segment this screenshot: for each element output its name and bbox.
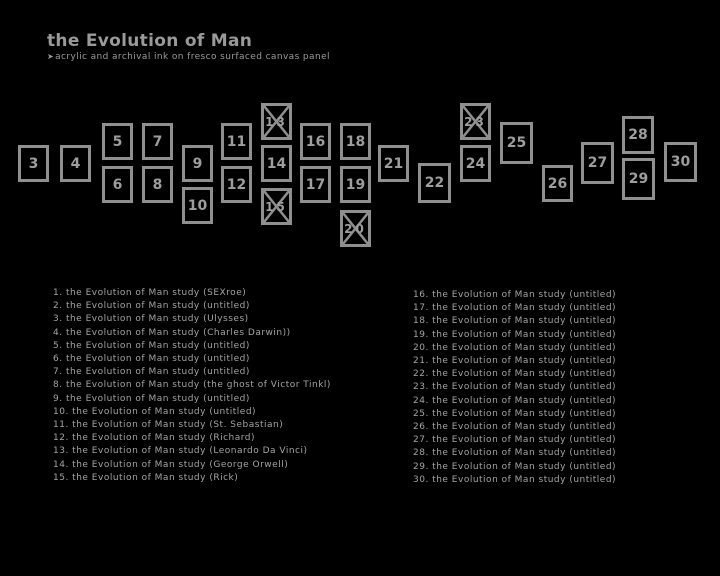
panel-number: 28 bbox=[628, 127, 648, 143]
panel-17[interactable] bbox=[300, 166, 331, 203]
panel-number: 23 bbox=[464, 114, 487, 129]
list-item: 27. the Evolution of Man study (untitled) bbox=[413, 435, 617, 446]
panel-number: 12 bbox=[226, 176, 247, 193]
panel-11[interactable] bbox=[221, 123, 252, 160]
panel-number: 3 bbox=[28, 155, 39, 172]
list-item: 8. the Evolution of Man study (the ghost of Victor Tinkl) bbox=[53, 380, 331, 391]
panel-29[interactable] bbox=[622, 158, 655, 200]
list-item: 11. the Evolution of Man study (St. Sebastian) bbox=[53, 420, 284, 431]
list-item: 16. the Evolution of Man study (untitled) bbox=[413, 290, 617, 300]
panel-24[interactable] bbox=[460, 145, 491, 182]
list-item: 6. the Evolution of Man study (untitled) bbox=[53, 354, 250, 365]
list-item: 2. the Evolution of Man study (untitled) bbox=[53, 301, 250, 312]
panel-25[interactable] bbox=[500, 122, 533, 164]
list-item: 21. the Evolution of Man study (untitled) bbox=[413, 356, 617, 367]
panel-number: 5 bbox=[112, 133, 123, 150]
panel-28[interactable] bbox=[622, 116, 654, 154]
panel-14[interactable] bbox=[261, 145, 292, 182]
panel-number: 6 bbox=[112, 176, 123, 193]
panel-9[interactable] bbox=[182, 145, 213, 182]
panel-15[interactable] bbox=[261, 188, 292, 225]
panel-number: 22 bbox=[424, 175, 445, 191]
list-item: 4. the Evolution of Man study (Charles Darwin)) bbox=[53, 327, 291, 338]
list-item: 28. the Evolution of Man study (untitled) bbox=[413, 448, 617, 459]
study-list-right bbox=[413, 289, 616, 487]
panel-number: 24 bbox=[465, 155, 486, 172]
panel-number: 16 bbox=[305, 133, 326, 150]
panel-16[interactable] bbox=[300, 123, 331, 160]
list-item: 23. the Evolution of Man study (untitled) bbox=[413, 382, 617, 393]
panel-number: 11 bbox=[226, 133, 247, 150]
panel-number: 8 bbox=[152, 176, 163, 193]
panel-26[interactable] bbox=[542, 165, 573, 202]
bullet-icon: ➤ bbox=[47, 52, 55, 61]
panel-21[interactable] bbox=[378, 145, 409, 182]
panel-number: 9 bbox=[192, 155, 203, 172]
list-item: 14. the Evolution of Man study (George Orwell) bbox=[53, 459, 289, 470]
panel-22[interactable] bbox=[418, 163, 451, 203]
list-item: 7. the Evolution of Man study (untitled) bbox=[53, 367, 250, 378]
panel-30[interactable] bbox=[664, 142, 697, 182]
panel-4[interactable] bbox=[60, 145, 91, 182]
panel-number: 20 bbox=[344, 221, 367, 236]
panel-3[interactable] bbox=[18, 145, 49, 182]
list-item: 30. the Evolution of Man study (untitled) bbox=[413, 474, 617, 485]
list-item: 12. the Evolution of Man study (Richard) bbox=[53, 433, 256, 444]
list-item: 22. the Evolution of Man study (untitled) bbox=[413, 369, 617, 380]
list-item: 20. the Evolution of Man study (untitled) bbox=[413, 342, 617, 353]
panel-number: 30 bbox=[670, 154, 691, 170]
panel-number: 21 bbox=[383, 155, 404, 172]
list-item: 17. the Evolution of Man study (untitled) bbox=[413, 303, 617, 314]
panel-number: 14 bbox=[266, 155, 287, 172]
page-title: the Evolution of Man bbox=[47, 31, 253, 51]
list-item: 5. the Evolution of Man study (untitled) bbox=[53, 340, 250, 351]
panel-5[interactable] bbox=[102, 123, 133, 160]
panel-10[interactable] bbox=[182, 187, 213, 224]
page-subtitle bbox=[47, 52, 330, 62]
list-item: 10. the Evolution of Man study (untitled) bbox=[53, 406, 257, 417]
list-item: 1. the Evolution of Man study (SEXroe) bbox=[53, 288, 247, 298]
panel-13[interactable] bbox=[261, 103, 292, 140]
panel-27[interactable] bbox=[581, 142, 614, 184]
panel-number: 29 bbox=[628, 171, 649, 187]
panel-number: 17 bbox=[305, 176, 326, 193]
list-item: 15. the Evolution of Man study (Rick) bbox=[53, 472, 239, 483]
list-item: 18. the Evolution of Man study (untitled) bbox=[413, 316, 617, 327]
list-item: 25. the Evolution of Man study (untitled) bbox=[413, 408, 617, 419]
subtitle-text: acrylic and archival ink on fresco surfaced canvas panel bbox=[55, 52, 330, 62]
list-item: 29. the Evolution of Man study (untitled) bbox=[413, 461, 617, 472]
panel-number: 18 bbox=[345, 133, 366, 150]
panel-6[interactable] bbox=[102, 166, 133, 203]
panel-19[interactable] bbox=[340, 166, 371, 203]
panel-7[interactable] bbox=[142, 123, 173, 160]
panel-number: 25 bbox=[506, 135, 527, 151]
panel-number: 13 bbox=[265, 114, 288, 129]
panel-number: 27 bbox=[587, 155, 608, 171]
panel-8[interactable] bbox=[142, 166, 173, 203]
list-item: 24. the Evolution of Man study (untitled) bbox=[413, 395, 617, 406]
list-item: 9. the Evolution of Man study (untitled) bbox=[53, 393, 250, 404]
panel-number: 7 bbox=[152, 133, 163, 150]
panel-number: 4 bbox=[70, 155, 81, 172]
list-item: 3. the Evolution of Man study (Ulysses) bbox=[53, 314, 249, 325]
panel-12[interactable] bbox=[221, 166, 252, 203]
list-item: 13. the Evolution of Man study (Leonardo Da Vinci) bbox=[53, 446, 308, 457]
list-item: 19. the Evolution of Man study (untitled) bbox=[413, 329, 617, 340]
panel-number: 19 bbox=[345, 176, 366, 193]
panel-23[interactable] bbox=[460, 103, 491, 140]
panel-number: 10 bbox=[187, 197, 208, 214]
panel-20[interactable] bbox=[340, 210, 371, 247]
list-item: 26. the Evolution of Man study (untitled) bbox=[413, 422, 617, 433]
panel-number: 26 bbox=[547, 175, 568, 192]
study-list-left bbox=[53, 287, 331, 485]
panel-18[interactable] bbox=[340, 123, 371, 160]
panel-number: 15 bbox=[265, 199, 288, 214]
